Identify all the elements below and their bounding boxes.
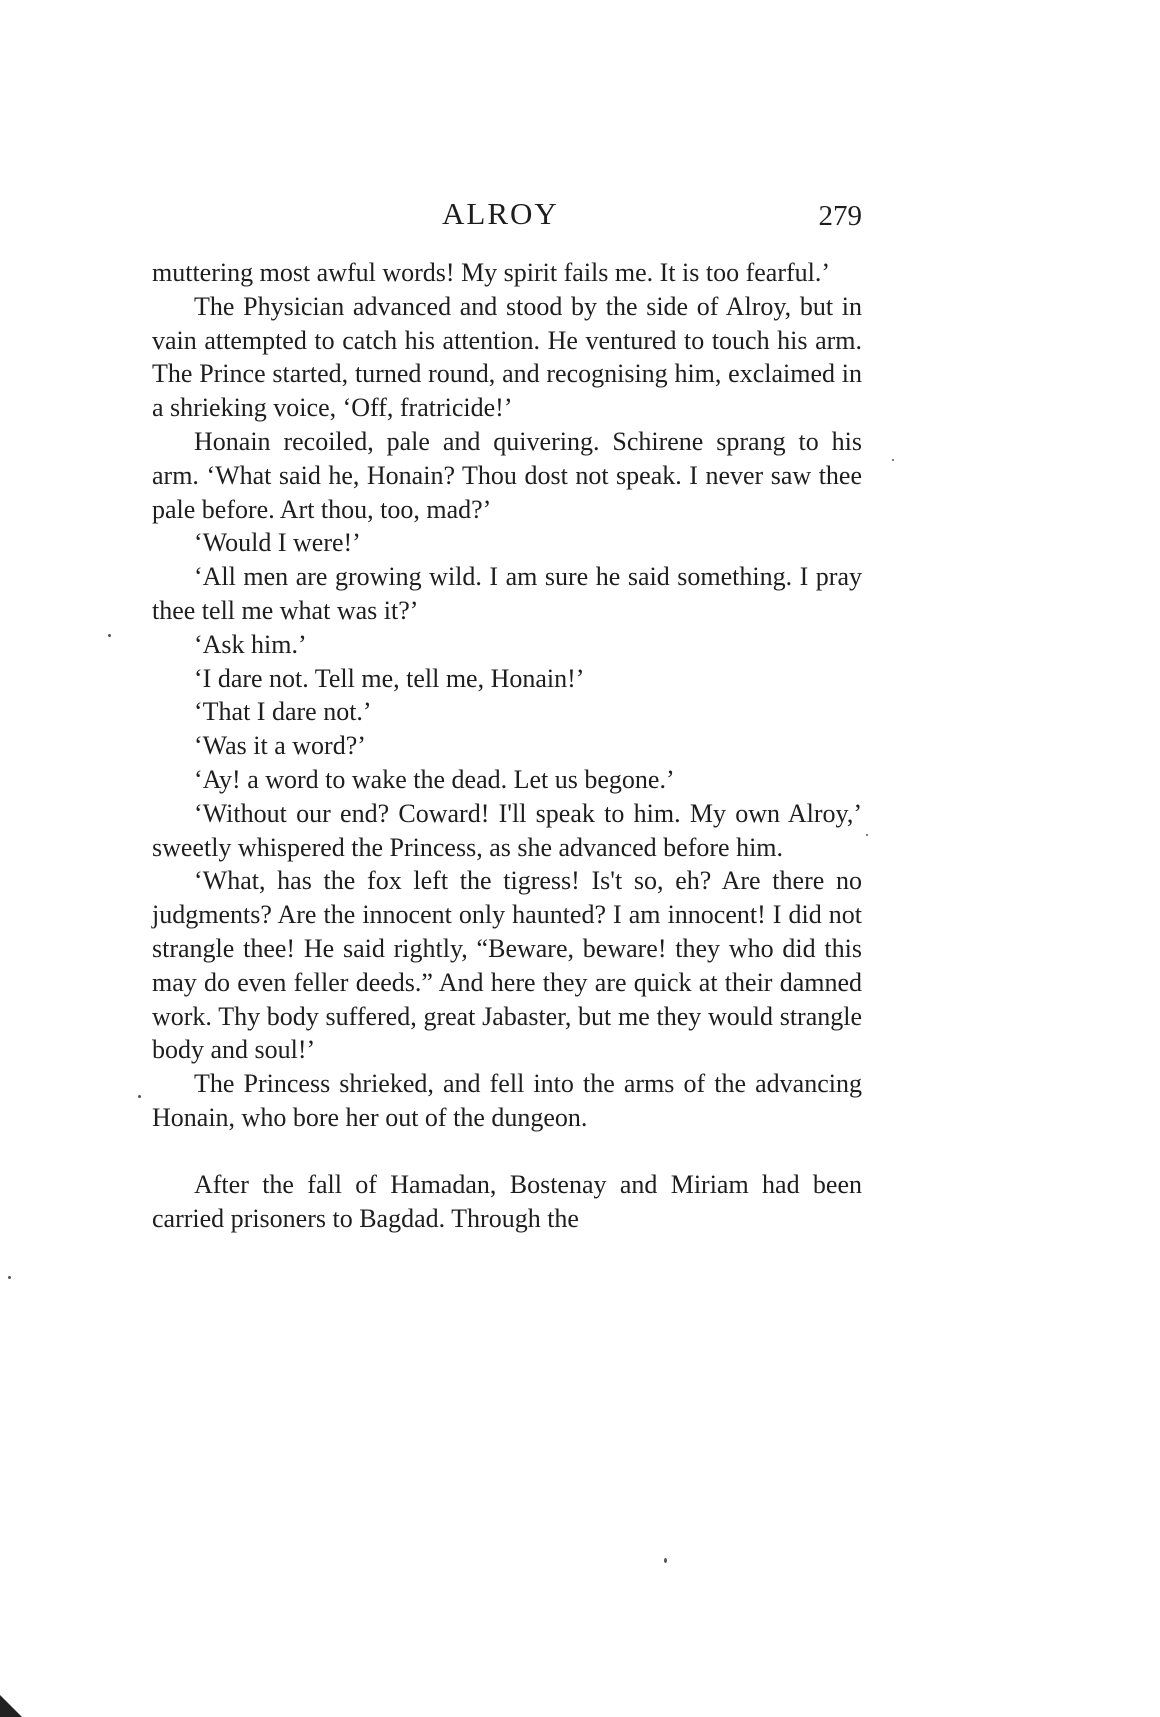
book-page [152, 0, 862, 1717]
dialogue-line: ‘I dare not. Tell me, tell me, Honain!’ [194, 663, 585, 693]
paragraph-continuation: muttering most awful words! My spirit fails me. It is too fearful.’ [152, 258, 831, 287]
running-head [152, 196, 862, 240]
scan-corner-mark [0, 1695, 22, 1717]
dialogue-line: ‘Would I were!’ [194, 528, 361, 558]
running-title: ALROY [442, 196, 559, 231]
scan-speck [8, 1276, 11, 1279]
dialogue-line: ‘That I dare not.’ [194, 697, 372, 727]
dialogue-line: ‘Ask him.’ [194, 629, 307, 659]
body-text [152, 256, 862, 1235]
paragraph-section-start: After the fall of Hamadan, Bostenay and Miriam had been carried prisoners to Bagdad. Through the [152, 1169, 862, 1233]
dialogue-line: ‘All men are growing wild. I am sure he said something. I pray thee tell me what was it?’ [152, 562, 862, 625]
dialogue-line: ‘Ay! a word to wake the dead. Let us begone.’ [194, 764, 675, 794]
paragraph: ‘Without our end? Coward! I'll speak to him. My own Alroy,’ sweetly whispered the Princess, as she advanced before him. [152, 798, 862, 862]
paragraph: ‘What, has the fox left the tigress! Is't so, eh? Are there no judgments? Are the innocent only haunted? I am innocent! I did not strangle thee! He said rightly, “Beware, beware! they who did this may do even feller deeds.” And here they are quick at their damned work. Thy body suffered, great Jabaster, but me they would strangle body and soul!’ [152, 866, 862, 1065]
scan-speck [664, 1558, 667, 1563]
scan-speck [108, 634, 111, 637]
paragraph: The Princess shrieked, and fell into the arms of the advancing Honain, who bore her out of the dungeon. [152, 1069, 862, 1132]
paragraph: The Physician advanced and stood by the side of Alroy, but in vain attempted to catch his attention. He ventured to touch his arm. The Prince started, turned round, and recognising him, exclaimed in a shrieking voice, ‘Off, fratricide!’ [152, 291, 862, 423]
paragraph: Honain recoiled, pale and quivering. Schirene sprang to his arm. ‘What said he, Honain? Thou dost not speak. I never saw thee pale before. Art thou, too, mad?’ [152, 426, 862, 524]
page-number: 279 [818, 200, 862, 232]
scan-speck [138, 1095, 141, 1098]
scan-speck [892, 459, 894, 461]
scan-speck [866, 834, 868, 836]
dialogue-line: ‘Was it a word?’ [194, 731, 366, 761]
